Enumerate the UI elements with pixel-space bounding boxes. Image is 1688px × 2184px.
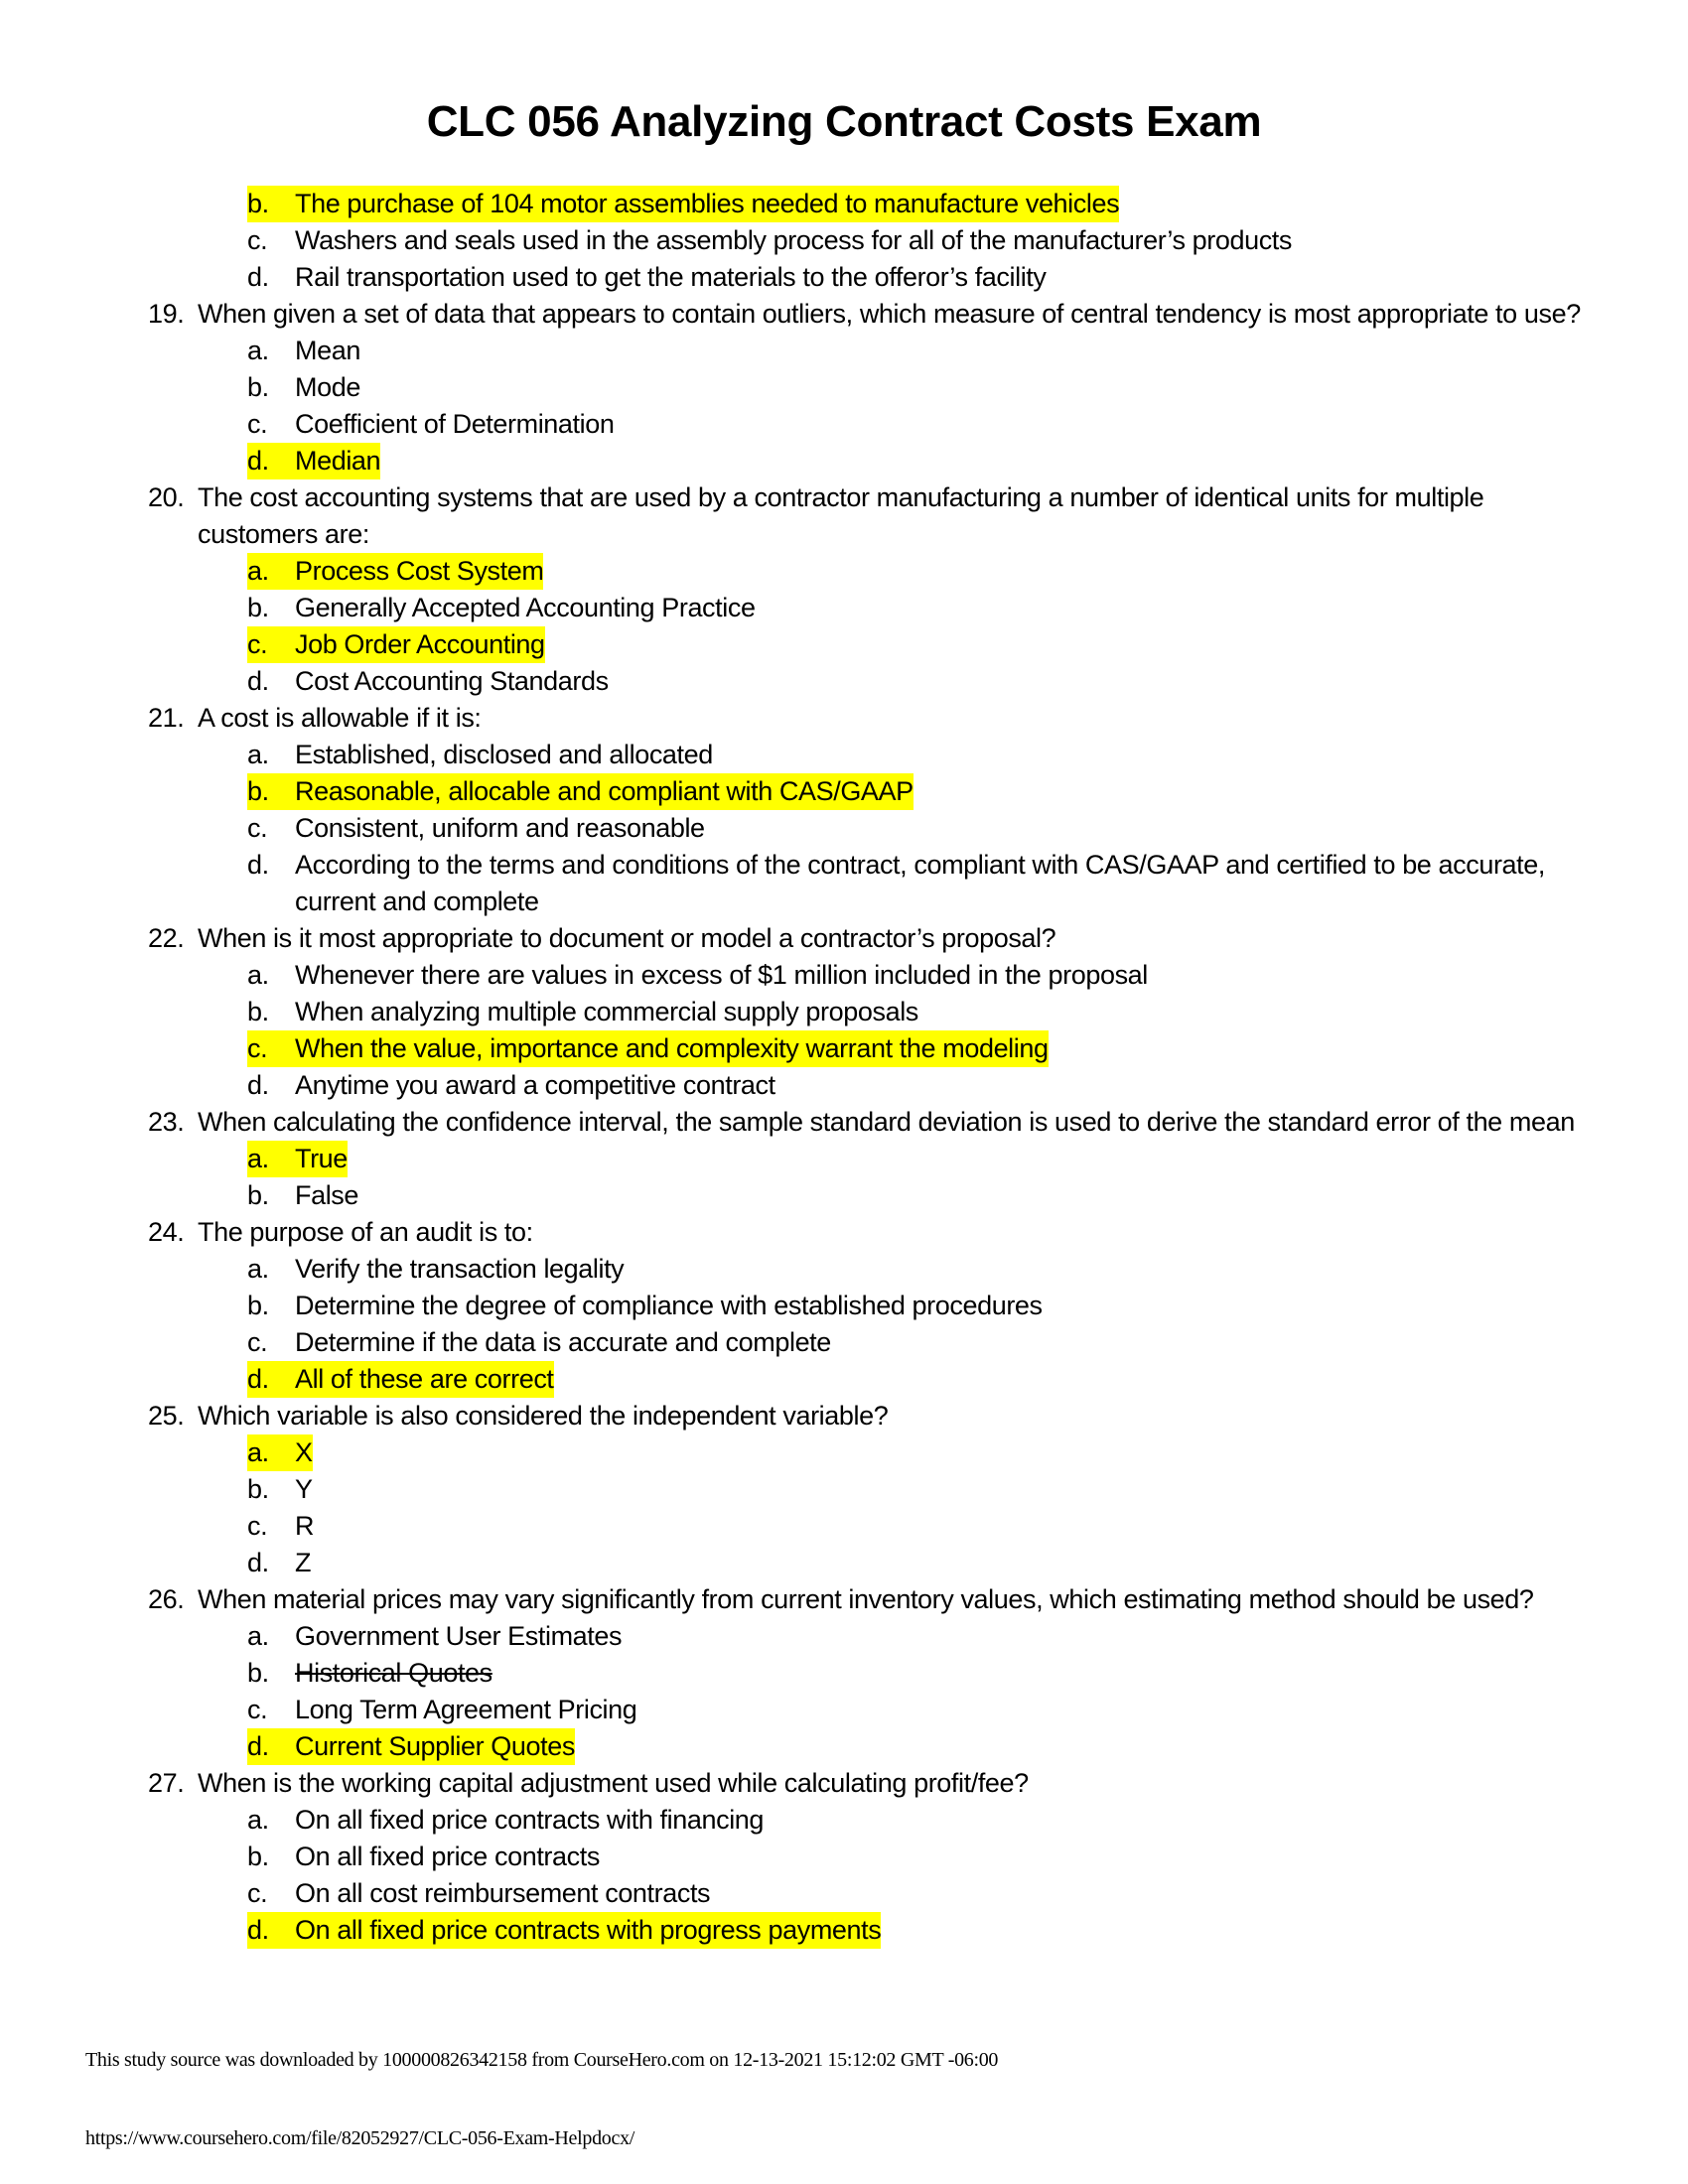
option-text: Current Supplier Quotes (295, 1731, 575, 1761)
option-text: Cost Accounting Standards (295, 666, 609, 696)
option-letter: d. (247, 446, 269, 476)
option-letter: a. (247, 1437, 269, 1467)
option-letter: c. (247, 1878, 268, 1908)
option-body (247, 590, 756, 626)
option-body (247, 1508, 314, 1545)
option-text: On all fixed price contracts (295, 1842, 600, 1871)
question-number: 25. (148, 1401, 185, 1431)
answer-option (0, 1067, 1688, 1104)
option-text: Z (295, 1548, 312, 1577)
answer-option-highlighted (0, 1912, 1688, 1949)
option-letter: c. (247, 1327, 268, 1357)
option-letter: a. (247, 960, 269, 990)
option-text: True (295, 1144, 348, 1173)
option-text: When the value, importance and complexity warrant the modeling (295, 1033, 1049, 1063)
option-letter: c. (247, 1033, 268, 1063)
answer-option (0, 406, 1688, 443)
option-text: Mean (295, 336, 360, 365)
option-letter: b. (247, 1842, 269, 1871)
option-letter: d. (247, 850, 269, 880)
option-body (247, 1141, 348, 1177)
answer-option (0, 810, 1688, 847)
answer-option (0, 994, 1688, 1030)
answer-option-highlighted (0, 1361, 1688, 1398)
option-text: According to the terms and conditions of the contract, compliant with CAS/GAAP and certified to be accurate, current and complete (295, 850, 1545, 916)
option-text: Consistent, uniform and reasonable (295, 813, 705, 843)
option-text: Y (295, 1474, 313, 1504)
answer-option (0, 957, 1688, 994)
option-letter: d. (247, 1915, 269, 1945)
option-text: Established, disclosed and allocated (295, 740, 713, 769)
option-letter: a. (247, 1805, 269, 1835)
option-body (247, 994, 918, 1030)
question-21 (0, 700, 1688, 737)
answer-option (0, 1802, 1688, 1839)
question-26 (0, 1581, 1688, 1618)
option-letter: c. (247, 813, 268, 843)
option-text: Job Order Accounting (295, 629, 545, 659)
option-body (247, 1545, 311, 1581)
question-23 (0, 1104, 1688, 1141)
option-letter: c. (247, 1695, 268, 1724)
question-text: Which variable is also considered the independent variable? (198, 1401, 889, 1431)
option-letter: a. (247, 740, 269, 769)
question-text: When is the working capital adjustment used while calculating profit/fee? (198, 1768, 1029, 1798)
option-text: Rail transportation used to get the materials to the offeror’s facility (295, 262, 1047, 292)
option-body (247, 810, 705, 847)
option-letter: b. (247, 1180, 269, 1210)
answer-option (0, 1692, 1688, 1728)
exam-questions (0, 186, 1688, 1949)
question-number: 21. (148, 703, 185, 733)
question-number: 26. (148, 1584, 185, 1614)
question-25 (0, 1398, 1688, 1434)
question-text: When material prices may vary significantly from current inventory values, which estimating method should be used? (198, 1584, 1534, 1614)
option-body (247, 1434, 313, 1471)
option-letter: d. (247, 1070, 269, 1100)
option-text: Historical Quotes (295, 1658, 492, 1688)
option-text: When analyzing multiple commercial supply proposals (295, 997, 918, 1026)
option-letter: c. (247, 225, 268, 255)
option-letter: b. (247, 372, 269, 402)
question-text: When calculating the confidence interval, the sample standard deviation is used to derive the standard error of the mean (198, 1107, 1575, 1137)
option-text: Washers and seals used in the assembly process for all of the manufacturer’s products (295, 225, 1293, 255)
answer-option (0, 1618, 1688, 1655)
option-body (247, 1875, 710, 1912)
option-text: Government User Estimates (295, 1621, 623, 1651)
option-body (247, 1618, 622, 1655)
option-text: Determine the degree of compliance with established procedures (295, 1291, 1043, 1320)
option-letter: b. (247, 1474, 269, 1504)
answer-option (0, 1875, 1688, 1912)
answer-option (0, 1655, 1688, 1692)
option-text: On all fixed price contracts with financing (295, 1805, 765, 1835)
option-body (247, 1655, 492, 1692)
option-body (247, 773, 914, 810)
answer-option-highlighted (0, 443, 1688, 479)
option-text: Process Cost System (295, 556, 544, 586)
question-number: 19. (148, 299, 185, 329)
answer-option-highlighted (0, 1030, 1688, 1067)
answer-option (0, 1471, 1688, 1508)
option-text: Verify the transaction legality (295, 1254, 625, 1284)
option-letter: a. (247, 556, 269, 586)
option-letter: a. (247, 336, 269, 365)
option-text: Mode (295, 372, 360, 402)
option-body (247, 1361, 554, 1398)
option-text: Anytime you award a competitive contract (295, 1070, 775, 1100)
option-body (247, 847, 1586, 920)
option-body (247, 1692, 636, 1728)
question-text: When given a set of data that appears to contain outliers, which measure of central tendency is most appropriate to use? (198, 299, 1581, 329)
option-letter: b. (247, 997, 269, 1026)
question-24 (0, 1214, 1688, 1251)
option-text: On all fixed price contracts with progress payments (295, 1915, 882, 1945)
option-letter: a. (247, 1144, 269, 1173)
option-body (247, 222, 1292, 259)
answer-option (0, 259, 1688, 296)
option-letter: d. (247, 666, 269, 696)
option-body (247, 1471, 313, 1508)
option-body (247, 186, 1119, 222)
answer-option-highlighted (0, 1434, 1688, 1471)
option-letter: d. (247, 1364, 269, 1394)
option-body (247, 1067, 775, 1104)
option-letter: c. (247, 629, 268, 659)
option-letter: c. (247, 1511, 268, 1541)
option-letter: c. (247, 409, 268, 439)
option-text: On all cost reimbursement contracts (295, 1878, 711, 1908)
option-body (247, 443, 380, 479)
option-text: R (295, 1511, 315, 1541)
question-number: 23. (148, 1107, 185, 1137)
answer-option (0, 333, 1688, 369)
option-body (247, 1251, 624, 1288)
option-body (247, 1912, 881, 1949)
answer-option (0, 1508, 1688, 1545)
option-body (247, 369, 360, 406)
question-27 (0, 1765, 1688, 1802)
question-text: The purpose of an audit is to: (198, 1217, 533, 1247)
answer-option-highlighted (0, 186, 1688, 222)
option-body (247, 1728, 575, 1765)
answer-option (0, 1177, 1688, 1214)
option-letter: d. (247, 262, 269, 292)
answer-option (0, 1251, 1688, 1288)
answer-option-highlighted (0, 626, 1688, 663)
answer-option (0, 222, 1688, 259)
option-text: Long Term Agreement Pricing (295, 1695, 637, 1724)
document-title: CLC 056 Analyzing Contract Costs Exam (426, 97, 1262, 146)
option-letter: b. (247, 1291, 269, 1320)
answer-option-highlighted (0, 773, 1688, 810)
option-body (247, 626, 545, 663)
source-url[interactable]: https://www.coursehero.com/file/82052927/CLC-056-Exam-Helpdocx/ (85, 2127, 635, 2149)
option-text: Determine if the data is accurate and complete (295, 1327, 831, 1357)
option-body (247, 663, 609, 700)
answer-option-highlighted (0, 553, 1688, 590)
question-text: The cost accounting systems that are used by a contractor manufacturing a number of identical units for multiple customers are: (198, 482, 1484, 549)
answer-option (0, 1839, 1688, 1875)
question-text: When is it most appropriate to document or model a contractor’s proposal? (198, 923, 1056, 953)
option-text: False (295, 1180, 359, 1210)
option-body (247, 1030, 1049, 1067)
question-text: A cost is allowable if it is: (198, 703, 482, 733)
option-letter: d. (247, 1731, 269, 1761)
question-number: 24. (148, 1217, 185, 1247)
option-letter: d. (247, 1548, 269, 1577)
answer-option (0, 663, 1688, 700)
answer-option (0, 369, 1688, 406)
option-body (247, 406, 614, 443)
answer-option (0, 1324, 1688, 1361)
option-body (247, 737, 713, 773)
option-letter: a. (247, 1254, 269, 1284)
question-number: 20. (148, 482, 185, 512)
option-letter: b. (247, 593, 269, 622)
question-20 (0, 479, 1688, 553)
option-body (247, 259, 1047, 296)
option-text: The purchase of 104 motor assemblies needed to manufacture vehicles (295, 189, 1120, 218)
option-body (247, 553, 543, 590)
download-notice: This study source was downloaded by 100000826342158 from CourseHero.com on 12-13-2021 15:12:02 GMT -06:00 (85, 2049, 999, 2071)
option-body (247, 1177, 358, 1214)
option-letter: b. (247, 1658, 269, 1688)
option-body (247, 1288, 1043, 1324)
option-text: Coefficient of Determination (295, 409, 615, 439)
option-letter: b. (247, 189, 269, 218)
answer-option-highlighted (0, 1141, 1688, 1177)
option-letter: b. (247, 776, 269, 806)
answer-option (0, 1288, 1688, 1324)
option-text: X (295, 1437, 313, 1467)
option-body (247, 1324, 831, 1361)
option-body (247, 333, 360, 369)
option-text: Median (295, 446, 381, 476)
question-22 (0, 920, 1688, 957)
option-body (247, 1802, 764, 1839)
answer-option (0, 737, 1688, 773)
option-text: Generally Accepted Accounting Practice (295, 593, 756, 622)
question-number: 27. (148, 1768, 185, 1798)
question-number: 22. (148, 923, 185, 953)
option-body (247, 957, 1148, 994)
answer-option-highlighted (0, 1728, 1688, 1765)
option-text: Reasonable, allocable and compliant with CAS/GAAP (295, 776, 914, 806)
answer-option (0, 847, 1688, 920)
option-body (247, 1839, 600, 1875)
question-19 (0, 296, 1688, 333)
option-text: All of these are correct (295, 1364, 554, 1394)
option-text: Whenever there are values in excess of $1 million included in the proposal (295, 960, 1148, 990)
answer-option (0, 590, 1688, 626)
answer-option (0, 1545, 1688, 1581)
option-letter: a. (247, 1621, 269, 1651)
